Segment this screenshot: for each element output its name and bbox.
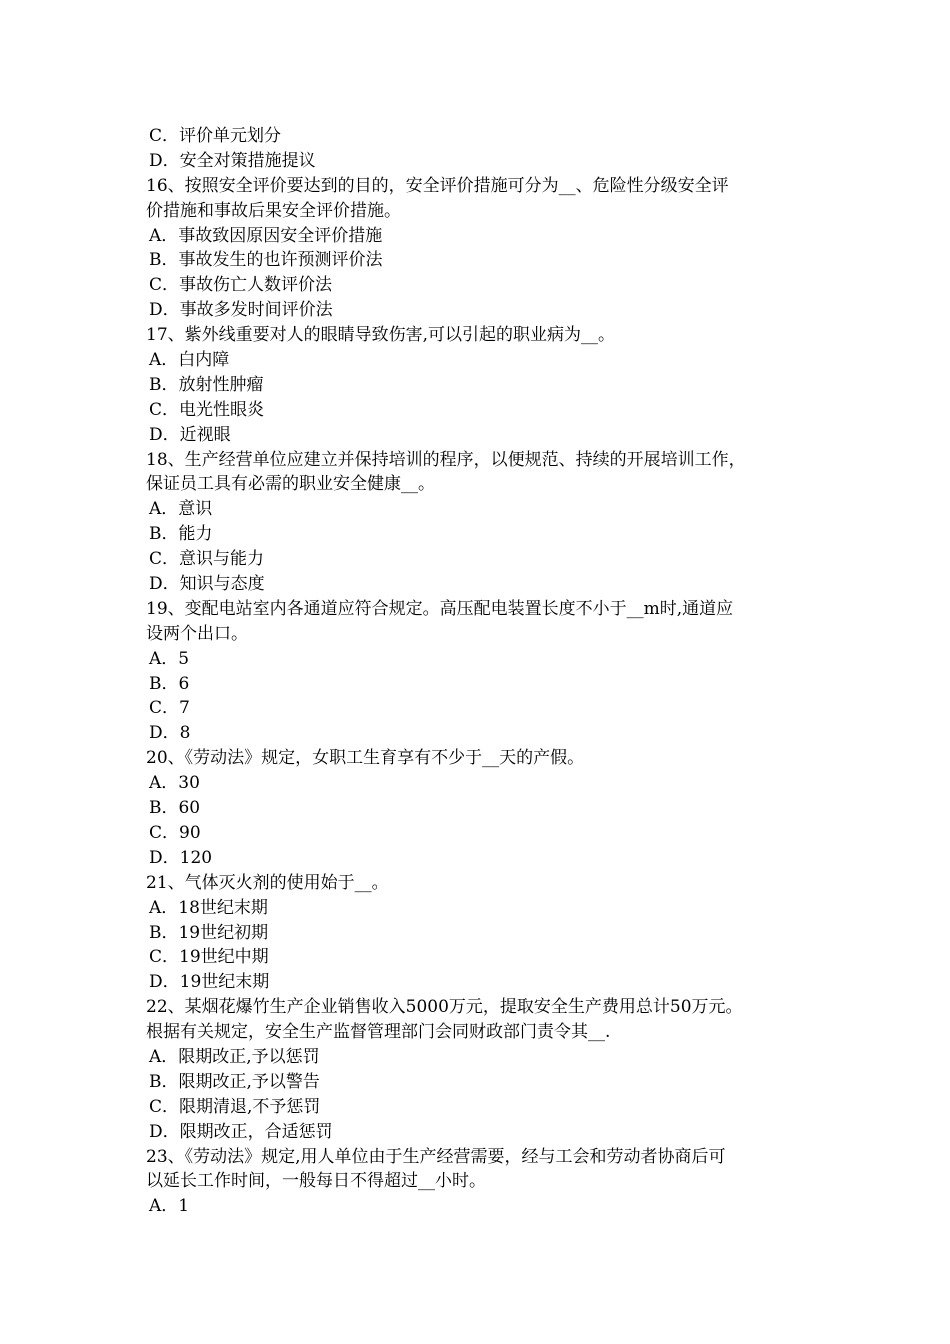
question-text: 以延长工作时间，一般每日不得超过__小时。 <box>146 1171 486 1192</box>
answer-option: A．限期改正,予以惩罚 <box>149 1046 320 1067</box>
answer-option: A．白内障 <box>149 350 230 371</box>
answer-option: A．事故致因原因安全评价措施 <box>149 225 383 246</box>
question-text: 设两个出口。 <box>146 623 248 644</box>
question-text: 20、《劳动法》规定，女职工生育享有不少于__天的产假。 <box>146 748 585 769</box>
question-text: 18、生产经营单位应建立并保持培训的程序，以便规范、持续的开展培训工作， <box>146 449 746 470</box>
question-text: 17、紫外线重要对人的眼睛导致伤害,可以引起的职业病为__。 <box>146 325 616 346</box>
question-text: 21、气体灭火剂的使用始于__。 <box>146 872 389 893</box>
answer-option: C．评价单元划分 <box>149 126 282 146</box>
answer-option: B．事故发生的也许预测评价法 <box>149 250 383 271</box>
answer-option: B．能力 <box>149 524 213 545</box>
answer-option: D．限期改正，合适惩罚 <box>149 1121 333 1142</box>
answer-option: B．放射性肿瘤 <box>149 374 264 395</box>
answer-option: D．安全对策措施提议 <box>149 150 316 171</box>
question-text: 23、《劳动法》规定,用人单位由于生产经营需要，经与工会和劳动者协商后可 <box>146 1146 726 1167</box>
answer-option: B．19世纪初期 <box>149 922 269 943</box>
question-text: 根据有关规定，安全生产监督管理部门会同财政部门责令其__. <box>146 1022 611 1043</box>
question-text: 22、某烟花爆竹生产企业销售收入5000万元，提取安全生产费用总计50万元。 <box>146 997 743 1018</box>
document-page <box>146 124 826 1219</box>
answer-option: A．18世纪末期 <box>149 897 268 918</box>
question-text: 保证员工具有必需的职业安全健康__。 <box>146 474 435 495</box>
answer-option: D．8 <box>149 723 191 744</box>
answer-option: A．1 <box>149 1196 190 1217</box>
answer-option: D．知识与态度 <box>149 574 265 595</box>
answer-option: B．6 <box>149 673 190 694</box>
answer-option: B．限期改正,予以警告 <box>149 1071 320 1092</box>
answer-option: A．意识 <box>149 499 213 520</box>
answer-option: A．30 <box>149 773 200 794</box>
answer-option: C．19世纪中期 <box>149 947 269 968</box>
answer-option: C．电光性眼炎 <box>149 399 265 420</box>
answer-option: D．120 <box>149 847 213 868</box>
question-text: 价措施和事故后果安全评价措施。 <box>146 200 401 221</box>
answer-option: C．限期清退,不予惩罚 <box>149 1096 321 1117</box>
answer-option: A．5 <box>149 648 190 669</box>
answer-option: B．60 <box>149 798 201 819</box>
answer-option: D．19世纪末期 <box>149 972 270 993</box>
answer-option: D．事故多发时间评价法 <box>149 300 333 321</box>
answer-option: C．事故伤亡人数评价法 <box>149 275 333 296</box>
question-text: 19、变配电站室内各通道应符合规定。高压配电装置长度不小于__m时,通道应 <box>146 598 734 619</box>
answer-option: C．90 <box>149 822 201 843</box>
answer-option: C．意识与能力 <box>149 549 265 570</box>
question-text: 16、按照安全评价要达到的目的，安全评价措施可分为__、危险性分级安全评 <box>146 175 729 196</box>
answer-option: D．近视眼 <box>149 424 231 445</box>
answer-option: C．7 <box>149 698 190 719</box>
